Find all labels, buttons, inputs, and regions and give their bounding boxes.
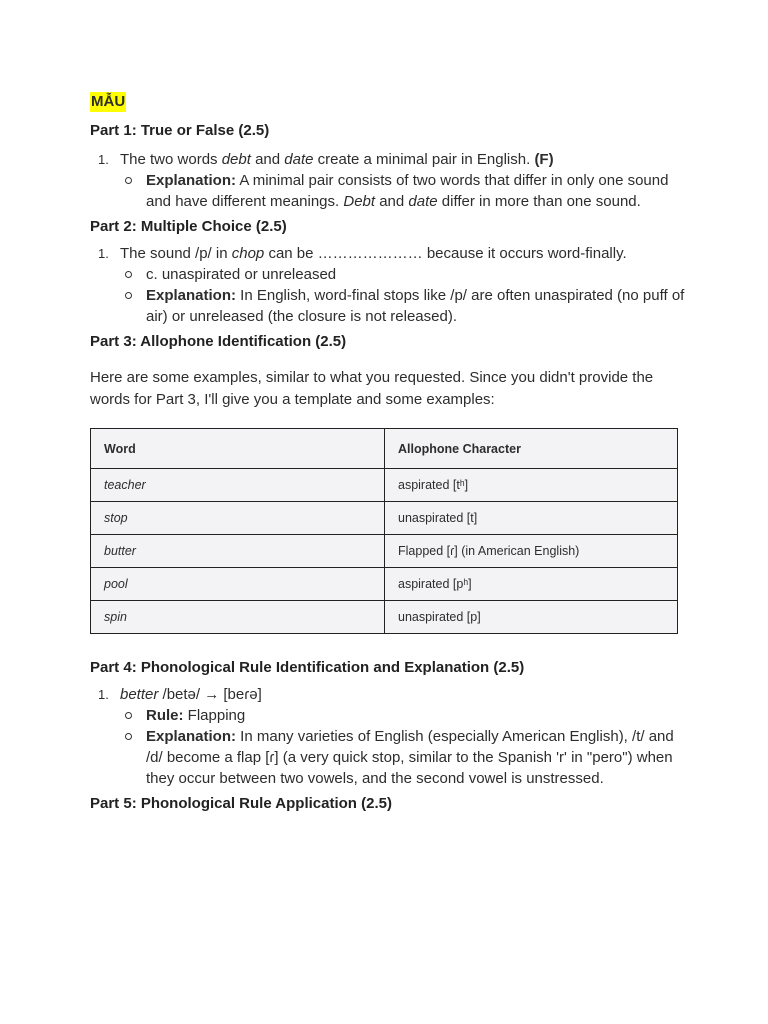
part4-question (90, 684, 690, 789)
table-cell-word: spin (91, 601, 385, 634)
part2-sublist (120, 264, 690, 327)
explanation-label: Explanation: (146, 728, 237, 745)
part2-question (90, 243, 690, 327)
table-row (91, 502, 678, 535)
question-text: create a minimal pair in English. (313, 151, 535, 168)
explanation-label: Explanation: (146, 287, 237, 304)
question-text: The two words (120, 151, 222, 168)
question-text: /betə/ → [beɾə] (158, 686, 262, 703)
answer-choice-item (120, 264, 690, 285)
question-text: and (250, 151, 285, 168)
question-text: can be ………………… because it occurs word-finally. (264, 245, 627, 262)
part3-intro: Here are some examples, similar to what you requested. Since you didn't provide the words for Part 3, I'll give you a template and some examples: (90, 369, 654, 408)
table-row (91, 568, 678, 601)
table-cell-allophone: aspirated [pʰ] (385, 568, 678, 601)
part1-heading: Part 1: True or False (2.5) (90, 122, 270, 139)
question-text: The sound /p/ in (120, 245, 232, 262)
table-header-word: Word (91, 429, 385, 469)
part3-heading: Part 3: Allophone Identification (2.5) (90, 333, 347, 350)
table-row (91, 535, 678, 568)
explanation-word: date (408, 193, 438, 210)
table-cell-allophone: unaspirated [p] (385, 601, 678, 634)
question-word: date (284, 151, 314, 168)
document-body (90, 92, 690, 814)
explanation-text: A minimal pair consists of two words that differ in only one sound and have different meanings. (146, 172, 669, 210)
allophone-table (90, 428, 678, 634)
explanation-text: In many varieties of English (especially American English), /t/ and /d/ become a flap [ɾ] (a very quick stop, similar to the Spanish 'r' in "pero") when they occur between two vowels, and the second vowel is unstressed. (146, 728, 674, 787)
table-header-allophone: Allophone Character (385, 429, 678, 469)
part1-sublist (120, 170, 690, 212)
explanation-text: differ in more than one sound. (437, 193, 641, 210)
answer-choice: c. unaspirated or unreleased (146, 266, 337, 283)
explanation-label: Explanation: (146, 172, 237, 189)
explanation-text: and (375, 193, 409, 210)
part4-list (90, 684, 690, 789)
table-cell-word: teacher (91, 469, 385, 502)
part2-heading: Part 2: Multiple Choice (2.5) (90, 218, 287, 235)
explanation-item (120, 170, 690, 212)
table-cell-allophone: aspirated [tʰ] (385, 469, 678, 502)
highlighted-tag: MẪU (91, 93, 126, 110)
question-word: chop (231, 245, 265, 262)
table-row (91, 601, 678, 634)
table-cell-word: pool (91, 568, 385, 601)
table-cell-allophone: Flapped [ɾ] (in American English) (385, 535, 678, 568)
explanation-item (120, 285, 690, 327)
rule-label: Rule: (146, 707, 184, 724)
table-cell-allophone: unaspirated [t] (385, 502, 678, 535)
part4-sublist (120, 705, 690, 789)
explanation-text: In English, word-final stops like /p/ are often unaspirated (no puff of air) or unreleased (the closure is not released). (146, 287, 685, 325)
list-number: 1. (98, 687, 109, 702)
table-cell-word: stop (91, 502, 385, 535)
part1-question (90, 149, 690, 212)
circle-bullet-icon (125, 733, 132, 740)
list-number: 1. (98, 246, 109, 261)
part4-heading: Part 4: Phonological Rule Identification and Explanation (2.5) (90, 659, 525, 676)
table-header-row (91, 429, 678, 469)
explanation-word: Debt (343, 193, 376, 210)
explanation-item (120, 726, 690, 789)
circle-bullet-icon (125, 177, 132, 184)
table-cell-word: butter (91, 535, 385, 568)
rule-item (120, 705, 690, 726)
rule-text: Flapping (183, 707, 246, 724)
part5-heading: Part 5: Phonological Rule Application (2.5) (90, 795, 392, 812)
question-word: debt (221, 151, 251, 168)
circle-bullet-icon (125, 712, 132, 719)
question-word: better (120, 686, 159, 703)
list-number: 1. (98, 152, 109, 167)
answer: (F) (534, 151, 554, 168)
circle-bullet-icon (125, 271, 132, 278)
part1-list (90, 149, 690, 212)
table-row (91, 469, 678, 502)
circle-bullet-icon (125, 292, 132, 299)
part2-list (90, 243, 690, 327)
